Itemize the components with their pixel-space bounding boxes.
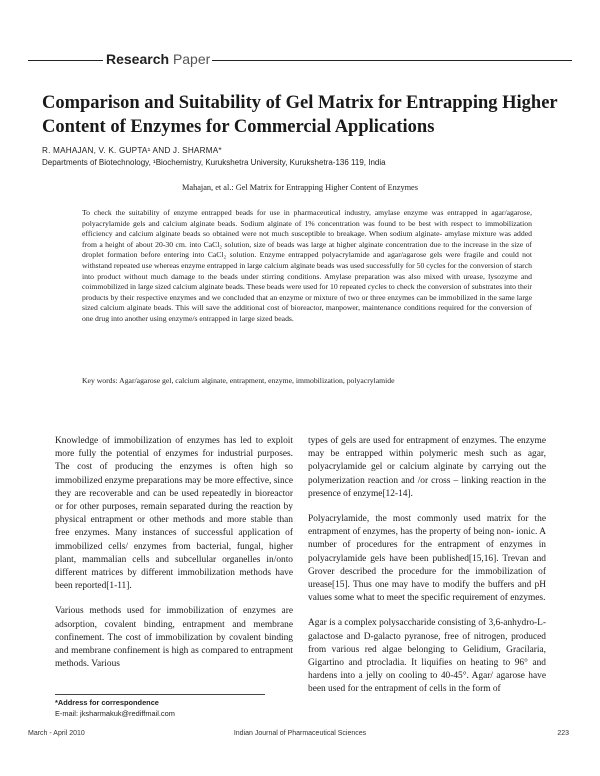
header-rule-left (28, 60, 103, 61)
body-paragraph: Agar is a complex polysaccharide consisting of 3,6-anhydro-L-galactose and D-galacto pyranose, free of nitrogen, produced from various red algae belonging to Gelidium, Gracilaria, Gigartino and ptrocladia. It liquifies on heating to 96° and hardens into a jelly on cooling to 40-45°. Agar/ agarose have been used for the entrapment of cells in the form of (308, 618, 546, 695)
section-label (106, 51, 210, 67)
footer-date: March - April 2010 (28, 730, 85, 737)
abstract: To check the suitability of enzyme entrapped beads for use in pharmaceutical industry, amylase enzyme was entrapped in agar/agarose, polyacrylamide gels and calcium alginate beads. Sodium alginate of 1% concentration was found to be best with respect to immobilization efficiency and calcium alginate beads so obtained were not much susceptible to breakage. When sodium alginate- amylase mixture was added from a height of about 20-30 cm. into CaCl₂ solution, size of beads was large at higher alginate concentration due to the increase in the size of droplet formation before entering into CaCl₂ solution. Enzyme entrapped polyacrylamide and agar/agarose gels were fragile and could not withstand repeated use whereas enzyme entrapped in large calcium alginate beads was used successfully for 50 cycles for the conversion of starch into product without much damage to the beads under stirring conditions. Amylase preparation was also mixed with urease, lysozyme and coimmobilized in large sized calcium alginate beads. These beads were used for 10 repeated cycles to check the conversion of substrates into their products by their respective enzymes and we concluded that an enzyme or mixture of two or three enzymes can be immobilized in the same large sized calcium alginate beads. This will save the additional cost of bioreactor, manpower, maintenance conditions required for the conversion of one drug into another using enzyme/s entrapped in large sized beads. (82, 208, 532, 323)
footer-journal: Indian Journal of Pharmaceutical Sciences (233, 730, 367, 737)
running-title: Mahajan, et al.: Gel Matrix for Entrapping Higher Content of Enzymes (182, 183, 418, 192)
authors: R. MAHAJAN, V. K. GUPTA¹ AND J. SHARMA* (42, 146, 222, 155)
correspondence-note (55, 694, 265, 719)
article-title: Comparison and Suitability of Gel Matrix for Entrapping Higher Content of Enzymes for Commercial Applications (42, 93, 558, 137)
correspondence-label: *Address for correspondence (55, 698, 159, 707)
body-column-left (55, 435, 293, 683)
body-paragraph: Knowledge of immobilization of enzymes has led to exploit more fully the potential of enzymes for industrial purposes. The cost of producing the enzymes is often high so immobilized enzyme preparations may be more effective, since they are recoverable and can be used repeatedly in bioreactor or for other purposes, remain separated during the reaction by physical entrapment or other methods and more stable than free enzymes. Many instances of successful application of immobilized cells/ enzymes from bacterial, fungal, higher plant, mammalian cells and subcellular organelles in/onto different matrices by different immobilization methods have been reported[1-11]. (55, 436, 293, 592)
body-column-right (308, 435, 546, 709)
correspondence-email[interactable]: E-mail: jksharmakuk@rediffmail.com (55, 708, 175, 718)
keywords: Key words: Agar/agarose gel, calcium alginate, entrapment, enzyme, immobilization, polyacrylamide (82, 376, 395, 385)
affiliations: Departments of Biotechnology, ¹Biochemistry, Kurukshetra University, Kurukshetra-136 119, India (42, 158, 386, 167)
section-label-bold: Research (106, 51, 170, 67)
body-paragraph: types of gels are used for entrapment of enzymes. The enzyme may be entrapped within polymeric mesh such as agar, polyacrylamide gel or calcium alginate by carrying out the polymerization reaction and /or cross – linking reaction in the presence of enzyme[12-14]. (308, 436, 546, 499)
header-rule-right (212, 60, 572, 61)
body-paragraph: Various methods used for immobilization of enzymes are adsorption, covalent binding, entrapment and membrane confinement. The cost of immobilization by covalent binding and membrane confinement is high as compared to entrapment methods. Various (55, 606, 293, 670)
page-number: 223 (557, 730, 569, 737)
body-paragraph: Polyacrylamide, the most commonly used matrix for the entrapment of enzymes, has the property of being non- ionic. A number of procedures for the entrapment of enzymes in polyacrylamide gels have been published[15,16]. Trevan and Grover described the procedure for the immobilization of urease[15]. Thus one may have to modify the buffers and pH values some what to meet the specific requirement of enzymes. (308, 514, 546, 604)
section-label-light: Paper (172, 51, 211, 67)
